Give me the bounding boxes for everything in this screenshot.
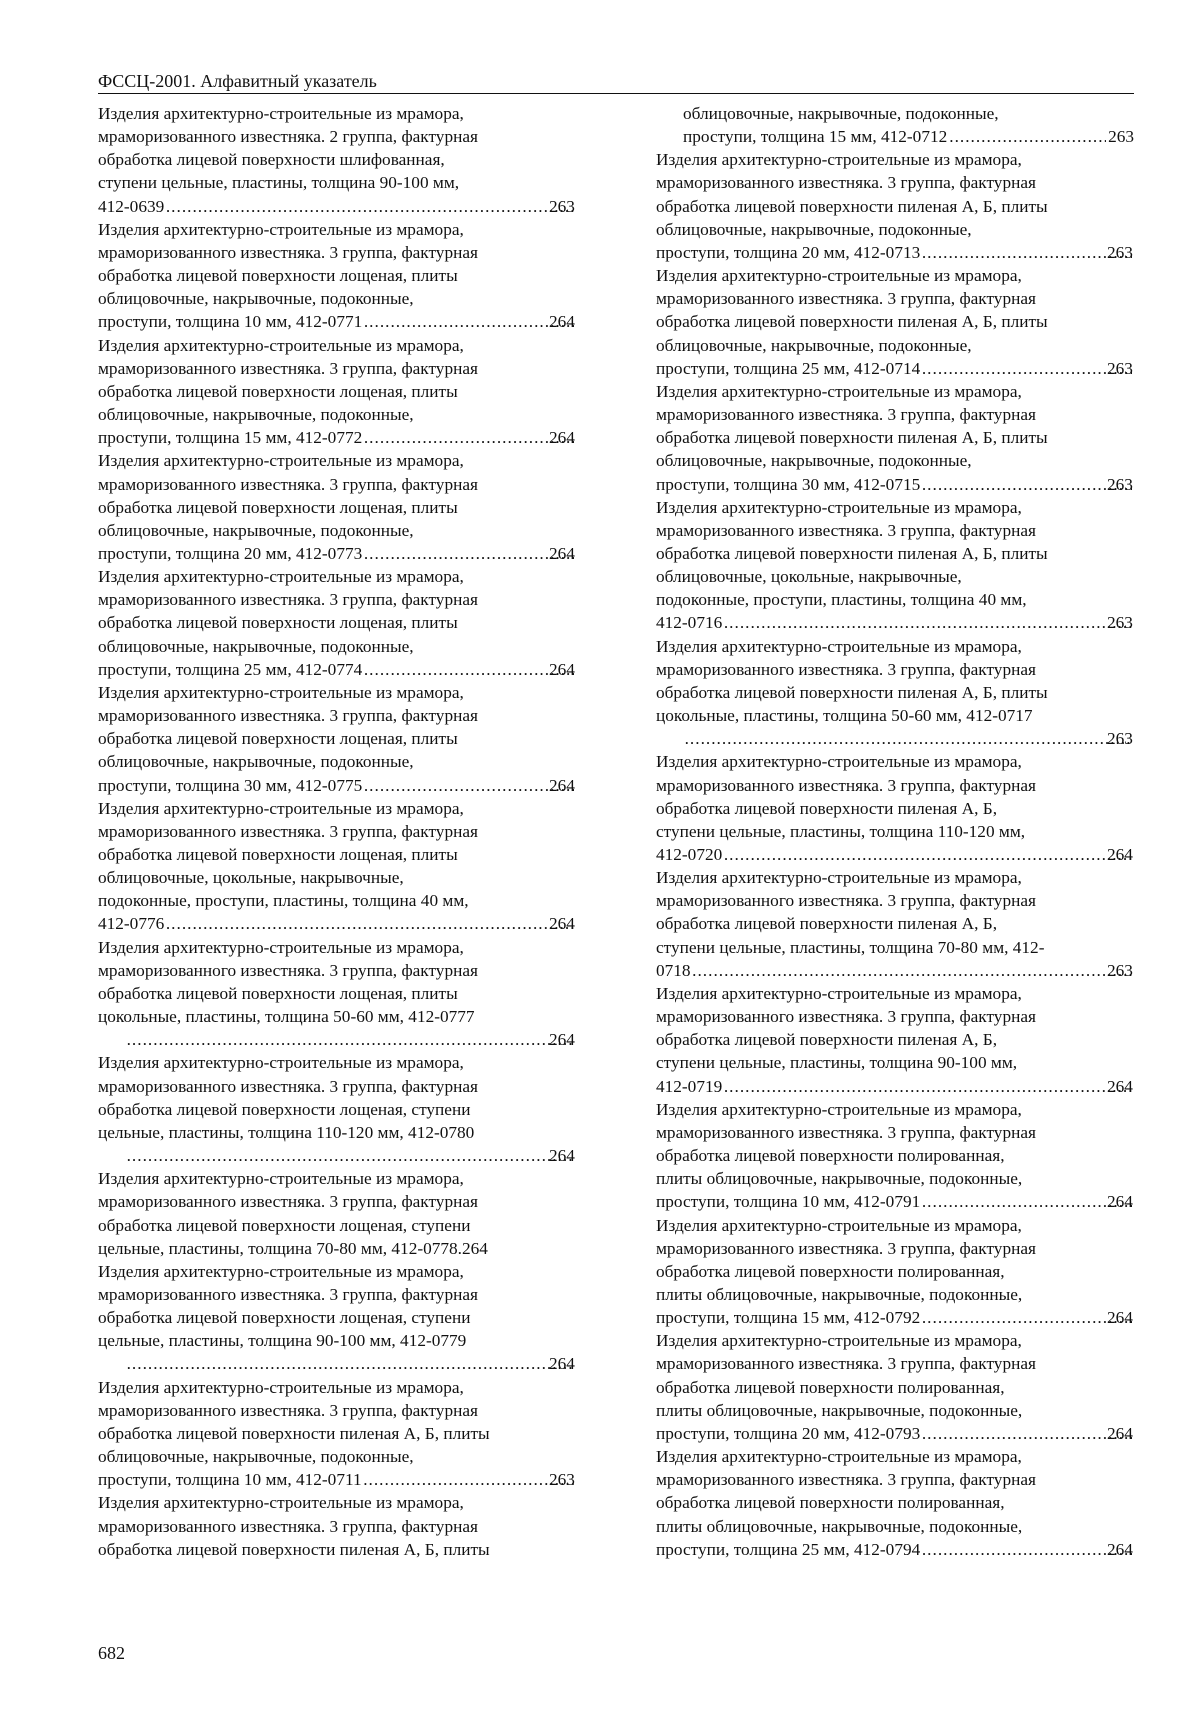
entry-line: мраморизованного известняка. 3 группа, фактурная [98,358,478,378]
entry-line: Изделия архитектурно-строительные из мрамора, [656,1447,1022,1467]
entry-line: Изделия архитектурно-строительные из мрамора, [98,451,464,471]
entry-line: Изделия архитектурно-строительные из мрамора, [98,1261,464,1281]
entry-line: обработка лицевой поверхности лощеная, плиты [98,613,458,633]
entry-line: мраморизованного известняка. 3 группа, фактурная [656,1354,1036,1374]
dot-leader [949,125,1106,148]
entry-line: Изделия архитектурно-строительные из мрамора, [656,381,1022,401]
left-column [98,102,576,1561]
index-entry [656,750,1134,866]
entry-line: Изделия архитектурно-строительные из мрамора, [98,219,464,239]
entry-line: мраморизованного известняка. 3 группа, фактурная [98,706,478,726]
index-entry [656,380,1134,496]
entry-line: обработка лицевой поверхности лощеная, плиты [98,497,458,517]
entry-line: обработка лицевой поверхности пиленая А, Б, плиты [656,196,1048,216]
entry-line: цельные, пластины, толщина 110-120 мм, 412-0780 [98,1122,475,1142]
dot-leader [724,843,1132,866]
entry-line: облицовочные, накрывочные, подоконные, [98,289,414,309]
index-entry [656,1329,1134,1445]
entry-line: мраморизованного известняка. 3 группа, фактурная [656,405,1036,425]
entry-line: обработка лицевой поверхности пиленая А, Б, плиты [656,682,1048,702]
entry-last-text: 412-0720 [656,845,723,864]
entry-line: мраморизованного известняка. 3 группа, фактурная [656,775,1036,795]
entry-line: цельные, пластины, толщина 70-80 мм, 412-0778.264 [98,1238,488,1258]
entry-leader-line: 412-0719 ..... 264 [683,1075,1134,1098]
entry-line: обработка лицевой поверхности лощеная, ступени [98,1308,471,1328]
entry-leader-line: ..... 264 [125,1352,576,1375]
dot-leader [364,774,574,797]
entry-line: облицовочные, накрывочные, подоконные, [656,219,972,239]
entry-line: подоконные, проступи, пластины, толщина 40 мм, [98,891,469,911]
index-entry [98,218,576,334]
entry-leader-line: проступи, толщина 15 мм, 412-0792 ..... 264 [683,1306,1134,1329]
index-entry [98,565,576,681]
dot-leader [922,357,1132,380]
dot-leader [724,1075,1132,1098]
entry-line: мраморизованного известняка. 3 группа, фактурная [98,821,478,841]
entry-last-text: проступи, толщина 15 мм, 412-0772 [98,428,363,448]
entry-line: обработка лицевой поверхности полированная, [656,1261,1005,1281]
index-entry [98,102,576,218]
entry-line: Изделия архитектурно-строительные из мрамора, [656,636,1022,656]
entry-line: обработка лицевой поверхности полированная, [656,1146,1005,1166]
entry-last-text: проступи, толщина 25 мм, 412-0794 [656,1539,921,1559]
entry-line: Изделия архитектурно-строительные из мрамора, [98,1169,464,1189]
entry-line: облицовочные, накрывочные, подоконные, [98,520,414,540]
index-entry [656,1445,1134,1561]
index-entry [656,982,1134,1098]
entry-line: облицовочные, накрывочные, подоконные, [656,335,972,355]
entry-line: обработка лицевой поверхности пиленая А, Б, [656,1030,998,1050]
index-entry-continuation [656,102,1134,148]
entry-line: облицовочные, накрывочные, подоконные, [98,752,414,772]
entry-line: обработка лицевой поверхности пиленая А, Б, плиты [656,312,1048,332]
dot-leader [922,1422,1132,1445]
entry-line: обработка лицевой поверхности полированная, [656,1493,1005,1513]
index-entry [656,1098,1134,1214]
dot-leader [127,1352,574,1375]
entry-line: обработка лицевой поверхности лощеная, плиты [98,266,458,286]
entry-line: мраморизованного известняка. 3 группа, фактурная [98,242,478,262]
entry-line: мраморизованного известняка. 3 группа, фактурная [656,289,1036,309]
entry-line: обработка лицевой поверхности шлифованная, [98,150,445,170]
index-entry [656,866,1134,982]
dot-leader [166,195,574,218]
index-entry [656,635,1134,751]
entry-last-text: проступи, толщина 25 мм, 412-0714 [656,358,921,378]
entry-line: мраморизованного известняка. 3 группа, фактурная [98,1516,478,1536]
index-entry [656,496,1134,635]
entry-last-text: 412-0776 [98,914,165,934]
entry-line: мраморизованного известняка. 3 группа, фактурная [98,1192,478,1212]
entry-line: обработка лицевой поверхности лощеная, плиты [98,381,458,401]
entry-line: плиты облицовочные, накрывочные, подоконные, [656,1400,1023,1420]
entry-last-text: 412-0719 [656,1076,723,1096]
dot-leader [724,611,1132,634]
entry-line: мраморизованного известняка. 3 группа, фактурная [656,659,1036,679]
dot-leader [922,473,1132,496]
entry-line: Изделия архитектурно-строительные из мрамора, [98,682,464,702]
entry-leader-line: проступи, толщина 10 мм, 412-0711 ..... 263 [125,1468,576,1491]
entry-line: обработка лицевой поверхности лощеная, плиты [98,845,458,864]
entry-line: ступени цельные, пластины, толщина 110-120 мм, [656,821,1026,841]
entry-last-text: проступи, толщина 30 мм, 412-0775 [98,775,363,795]
dot-leader [364,658,574,681]
entry-line: мраморизованного известняка. 3 группа, фактурная [656,1238,1036,1258]
dot-leader [127,1028,574,1051]
entry-leader-line: 412-0720 ..... 264 [683,843,1134,866]
index-entry [656,148,1134,264]
entry-line: Изделия архитектурно-строительные из мрамора, [98,1377,464,1397]
entry-line: мраморизованного известняка. 3 группа, фактурная [656,891,1036,911]
entry-leader-line: 412-0776 ..... 264 [125,912,576,935]
index-entry [98,681,576,797]
entry-leader-line: 412-0639 ..... 263 [125,195,576,218]
entry-line: обработка лицевой поверхности лощеная, плиты [98,983,458,1003]
entry-last-text: проступи, толщина 30 мм, 412-0715 [656,474,921,494]
entry-line: Изделия архитектурно-строительные из мрамора, [656,868,1022,888]
page-number: 682 [98,1643,125,1663]
entry-last-text: проступи, толщина 10 мм, 412-0791 [656,1192,921,1212]
entry-line: обработка лицевой поверхности лощеная, ступени [98,1215,471,1235]
entry-line: Изделия архитектурно-строительные из мрамора, [656,497,1022,517]
entry-line: мраморизованного известняка. 3 группа, фактурная [656,1470,1036,1490]
entry-leader-line: проступи, толщина 20 мм, 412-0713 ..... 263 [683,241,1134,264]
entry-line: подоконные, проступи, пластины, толщина 40 мм, [656,590,1027,610]
dot-leader [364,542,574,565]
entry-last-text: проступи, толщина 10 мм, 412-0711 [98,1470,362,1490]
entry-line: Изделия архитектурно-строительные из мрамора, [656,1099,1022,1119]
entry-last-text: проступи, толщина 25 мм, 412-0774 [98,659,363,679]
dot-leader [364,426,574,449]
entry-line: плиты облицовочные, накрывочные, подоконные, [656,1516,1023,1536]
entry-leader-line: ..... 263 [683,727,1134,750]
entry-line: ступени цельные, пластины, толщина 90-100 мм, [656,1053,1018,1073]
entry-line: обработка лицевой поверхности пиленая А, Б, плиты [98,1423,490,1443]
entry-line: Изделия архитектурно-строительные из мрамора, [656,1215,1022,1235]
dot-leader [922,1306,1132,1329]
dot-leader [922,1190,1132,1213]
entry-line: обработка лицевой поверхности пиленая А, Б, плиты [656,543,1048,563]
index-entry [656,1214,1134,1330]
entry-line: Изделия архитектурно-строительные из мрамора, [656,266,1022,286]
dot-leader [922,241,1132,264]
header-rule [98,93,1134,94]
entry-line: обработка лицевой поверхности лощеная, ступени [98,1099,471,1119]
entry-line: Изделия архитектурно-строительные из мрамора, [98,567,464,587]
dot-leader [127,1144,574,1167]
entry-line: обработка лицевой поверхности пиленая А, Б, [656,914,998,934]
entry-leader-line: 412-0716 ..... 263 [683,611,1134,634]
dot-leader [685,727,1132,750]
entry-line: плиты облицовочные, накрывочные, подоконные, [656,1284,1023,1304]
entry-line: обработка лицевой поверхности пиленая А, Б, плиты [656,428,1048,448]
index-entry [98,449,576,565]
entry-line: мраморизованного известняка. 3 группа, фактурная [98,1400,478,1420]
entry-line: обработка лицевой поверхности пиленая А, Б, [656,798,998,818]
entry-line: Изделия архитектурно-строительные из мрамора, [656,1331,1022,1351]
entry-line: Изделия архитектурно-строительные из мрамора, [656,150,1022,170]
entry-line: облицовочные, накрывочные, подоконные, [683,104,999,123]
entry-last-text: проступи, толщина 20 мм, 412-0773 [98,543,363,563]
entry-line: мраморизованного известняка. 3 группа, фактурная [656,520,1036,540]
entry-leader-line: проступи, толщина 15 мм, 412-0772 ..... 264 [125,426,576,449]
index-entry [98,797,576,936]
entry-last-text: проступи, толщина 20 мм, 412-0713 [656,242,921,262]
entry-line: Изделия архитектурно-строительные из мрамора, [98,937,464,957]
entry-leader-line: проступи, толщина 20 мм, 412-0773 ..... 264 [125,542,576,565]
entry-leader-line: проступи, толщина 10 мм, 412-0771 ..... 264 [125,310,576,333]
entry-last-text: проступи, толщина 10 мм, 412-0771 [98,312,363,332]
entry-line: обработка лицевой поверхности полированная, [656,1377,1005,1397]
index-entry [98,936,576,1052]
entry-line: мраморизованного известняка. 3 группа, фактурная [656,173,1036,193]
entry-line: облицовочные, накрывочные, подоконные, [98,636,414,656]
entry-line: цельные, пластины, толщина 90-100 мм, 412-0779 [98,1331,467,1351]
entry-line: Изделия архитектурно-строительные из мрамора, [98,104,464,123]
entry-line: облицовочные, накрывочные, подоконные, [656,451,972,471]
index-entry [98,1167,576,1260]
entry-leader-line: 0718 ..... 263 [683,959,1134,982]
entry-line: обработка лицевой поверхности пиленая А, Б, плиты [98,1539,490,1559]
entry-line: мраморизованного известняка. 3 группа, фактурная [98,960,478,980]
page-header [98,70,1134,92]
entry-leader-line: проступи, толщина 25 мм, 412-0794 ..... 264 [683,1538,1134,1561]
entry-last-text: 412-0639 [98,196,165,216]
dot-leader [166,912,574,935]
entry-line: Изделия архитектурно-строительные из мрамора, [98,335,464,355]
entry-line: обработка лицевой поверхности лощеная, плиты [98,729,458,749]
dot-leader [364,310,574,333]
entry-leader-line: проступи, толщина 30 мм, 412-0715 ..... 263 [683,473,1134,496]
entry-line: Изделия архитектурно-строительные из мрамора, [98,798,464,818]
entry-line: Изделия архитектурно-строительные из мрамора, [656,752,1022,772]
entry-last-text: проступи, толщина 15 мм, 412-0792 [656,1308,921,1328]
entry-line: плиты облицовочные, накрывочные, подоконные, [656,1169,1023,1189]
entry-line: мраморизованного известняка. 3 группа, фактурная [98,474,478,494]
entry-line: цокольные, пластины, толщина 50-60 мм, 412-0777 [98,1007,475,1027]
entry-leader-line: ..... 264 [125,1144,576,1167]
entry-line: мраморизованного известняка. 3 группа, фактурная [656,1122,1036,1142]
dot-leader [693,959,1132,982]
dot-leader [922,1538,1132,1561]
entry-line: Изделия архитектурно-строительные из мрамора, [98,1493,464,1513]
index-entry [98,334,576,450]
dot-leader [364,1468,574,1491]
index-entry [656,264,1134,380]
entry-leader-line: проступи, толщина 10 мм, 412-0791 ..... 264 [683,1190,1134,1213]
entry-leader-line: проступи, толщина 25 мм, 412-0714 ..... 263 [683,357,1134,380]
entry-last-text: проступи, толщина 20 мм, 412-0793 [656,1423,921,1443]
entry-last-text: 0718 [656,960,691,980]
entry-line: облицовочные, цокольные, накрывочные, [656,567,962,587]
index-entry [98,1260,576,1376]
entry-page-ref: 263 [1108,127,1134,147]
entry-line: мраморизованного известняка. 2 группа, фактурная [98,127,478,147]
entry-line: ступени цельные, пластины, толщина 90-100 мм, [98,173,460,193]
entry-line: облицовочные, цокольные, накрывочные, [98,868,404,888]
entry-line: мраморизованного известняка. 3 группа, фактурная [98,590,478,610]
entry-line: мраморизованного известняка. 3 группа, фактурная [656,1007,1036,1027]
entry-line: ступени цельные, пластины, толщина 70-80 мм, 412- [656,937,1045,957]
entry-leader-line: ..... 264 [125,1028,576,1051]
entry-last-text: 412-0716 [656,613,723,633]
entry-line: цокольные, пластины, толщина 50-60 мм, 412-0717 [656,706,1033,726]
entry-leader-line: проступи, толщина 30 мм, 412-0775 ..... 264 [125,774,576,797]
index-entry [98,1051,576,1167]
entry-line: облицовочные, накрывочные, подоконные, [98,405,414,425]
entry-line: Изделия архитектурно-строительные из мрамора, [656,983,1022,1003]
header-title: ФССЦ-2001. Алфавитный указатель [98,71,377,91]
entry-leader-line: проступи, толщина 25 мм, 412-0774 ..... 264 [125,658,576,681]
index-entry [98,1376,576,1492]
entry-last-text: проступи, толщина 15 мм, 412-0712 [683,127,948,147]
entry-line: мраморизованного известняка. 3 группа, фактурная [98,1076,478,1096]
entry-line: облицовочные, накрывочные, подоконные, [98,1447,414,1467]
entry-leader-line [683,125,1134,148]
index-entry [98,1491,576,1560]
entry-line: мраморизованного известняка. 3 группа, фактурная [98,1284,478,1304]
entry-line: Изделия архитектурно-строительные из мрамора, [98,1053,464,1073]
right-column [656,102,1134,1561]
entry-leader-line: проступи, толщина 20 мм, 412-0793 ..... 264 [683,1422,1134,1445]
